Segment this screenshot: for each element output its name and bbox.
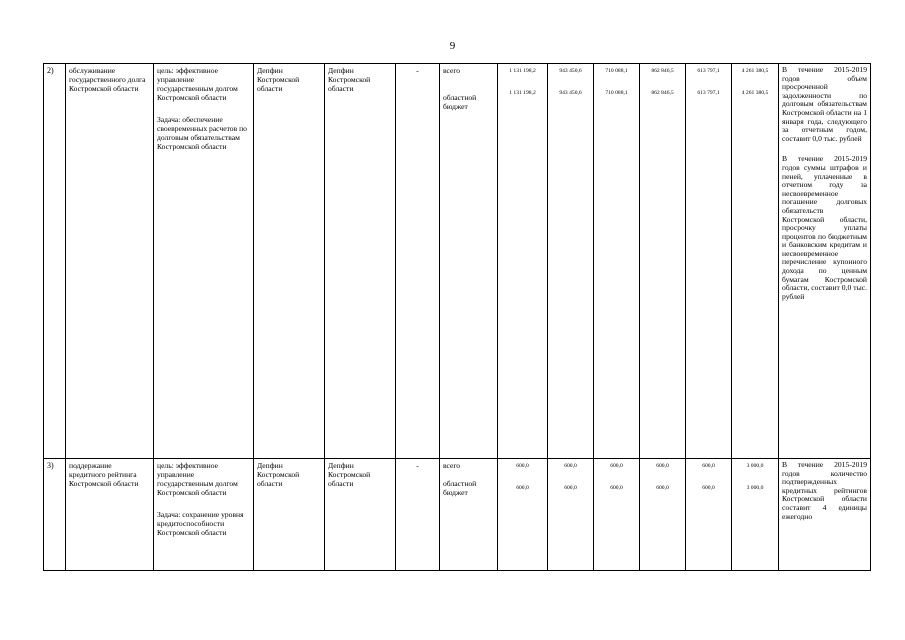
total-value: 600,0 xyxy=(610,463,623,469)
budget-value: 600,0 xyxy=(656,485,669,491)
amount-cell xyxy=(640,64,686,459)
source-budget: областной бюджет xyxy=(443,93,477,111)
task-text: Задача: обеспечение своевременных расчетов по долговым обязательствам Костромской области xyxy=(157,115,247,151)
event-name: поддержание кредитного рейтинга Костромской области xyxy=(66,459,154,571)
total-value: 600,0 xyxy=(656,463,669,469)
indicator-text: В течение 2015-2019 годов объем просроченной задолженности по долговым обязательствам Костромской области на 1 января года, следующего за отчетным годом, составит 0,0 тыс. рублей xyxy=(782,65,867,143)
total-value: 710 088,1 xyxy=(605,68,628,74)
budget-value: 613 797,1 xyxy=(697,90,720,96)
row-index: 3) xyxy=(44,459,66,571)
source-total: всего xyxy=(443,66,461,75)
indicator-text: В течение 2015-2019 годов суммы штрафов и пеней, уплаченные в отчетном году за несвоевременное погашение долговых обязательств Костромской области, просрочку уплаты процентов по бюджетным и банковским кредитам и несвоевременное перечисление купонного дохода по ценным бумагам Костромской области, составит 0,0 тыс. рублей xyxy=(782,154,867,301)
dash-cell: - xyxy=(396,459,440,571)
source-budget: областной бюджет xyxy=(443,479,477,497)
goal-text: цель: эффективное управление государственным долгом Костромской области xyxy=(157,66,238,102)
budget-value: 1 131 198,2 xyxy=(509,90,536,96)
indicator-text: В течение 2015-2019 годов количество подтвержденных кредитных рейтингов Костромской области составит 4 единицы ежегодно xyxy=(782,460,867,521)
budget-value: 943 450,6 xyxy=(559,90,582,96)
total-value: 600,0 xyxy=(516,463,529,469)
amount-cell xyxy=(548,64,594,459)
indicator-cell xyxy=(779,64,871,459)
amount-cell xyxy=(548,459,594,571)
source-total: всего xyxy=(443,461,461,470)
amount-cell xyxy=(686,459,732,571)
total-value: 1 131 198,2 xyxy=(509,68,536,74)
page-number: 9 xyxy=(449,40,456,52)
budget-value: 862 846,5 xyxy=(651,90,674,96)
total-value: 943 450,6 xyxy=(559,68,582,74)
total-value: 3 000,0 xyxy=(746,463,764,469)
coexecutor: Депфин Костромской области xyxy=(325,459,396,571)
budget-value: 710 088,1 xyxy=(605,90,628,96)
budget-value: 600,0 xyxy=(702,485,715,491)
table-row xyxy=(44,64,871,459)
amount-cell xyxy=(732,64,779,459)
program-table xyxy=(43,63,871,571)
responsible: Депфин Костромской области xyxy=(254,459,325,571)
amount-cell xyxy=(640,459,686,571)
amount-cell xyxy=(594,64,640,459)
budget-value: 600,0 xyxy=(516,485,529,491)
total-value: 613 797,1 xyxy=(697,68,720,74)
goal-task-cell xyxy=(154,64,254,459)
task-text: Задача: сохранение уровня кредитоспособности Костромской области xyxy=(157,510,244,537)
coexecutor: Депфин Костромской области xyxy=(325,64,396,459)
amount-cell xyxy=(594,459,640,571)
budget-value: 3 000,0 xyxy=(746,485,764,491)
table-row xyxy=(44,459,871,571)
amount-cell xyxy=(732,459,779,571)
amount-cell xyxy=(498,64,548,459)
total-value: 600,0 xyxy=(564,463,577,469)
row-index: 2) xyxy=(44,64,66,459)
budget-value: 600,0 xyxy=(564,485,577,491)
amount-cell xyxy=(498,459,548,571)
funding-source xyxy=(440,64,498,459)
amount-cell xyxy=(686,64,732,459)
total-value: 862 846,5 xyxy=(651,68,674,74)
goal-task-cell xyxy=(154,459,254,571)
responsible: Депфин Костромской области xyxy=(254,64,325,459)
total-value: 4 261 380,5 xyxy=(741,68,769,74)
dash-cell: - xyxy=(396,64,440,459)
budget-value: 4 261 380,5 xyxy=(741,90,769,96)
event-name: обслуживание государственного долга Костромской области xyxy=(66,64,154,459)
total-value: 600,0 xyxy=(702,463,715,469)
funding-source xyxy=(440,459,498,571)
goal-text: цель: эффективное управление государственным долгом Костромской области xyxy=(157,461,238,497)
indicator-cell xyxy=(779,459,871,571)
budget-value: 600,0 xyxy=(610,485,623,491)
